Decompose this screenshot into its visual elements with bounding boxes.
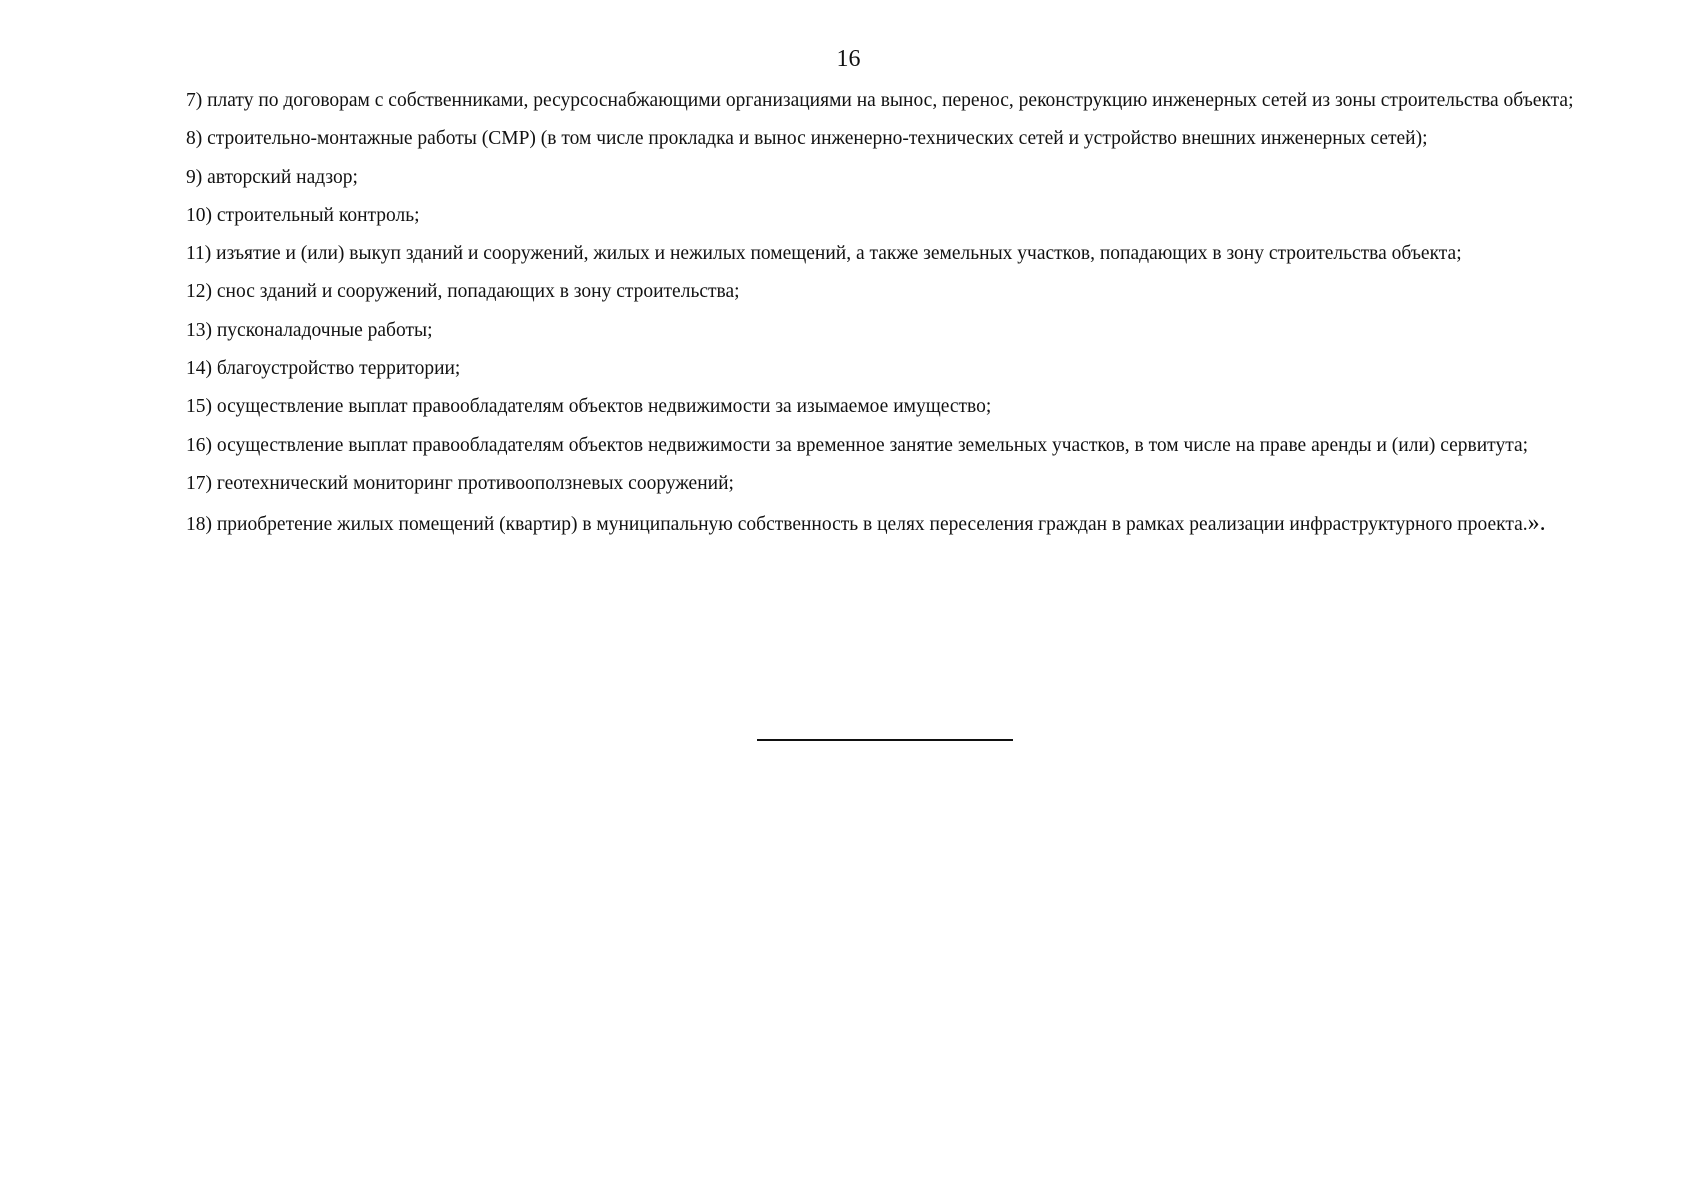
list-item-16: 16) осуществление выплат правообладателям объектов недвижимости за временное занятие земельных участков, в том числе на праве аренды и (или) сервитута;	[186, 434, 1529, 456]
list-item-11: 11) изъятие и (или) выкуп зданий и сооружений, жилых и нежилых помещений, а также земельных участков, попадающих в зону строительства объекта;	[186, 243, 1462, 265]
list-item-7: 7) плату по договорам с собственниками, ресурсоснабжающими организациями на вынос, перенос, реконструкцию инженерных сетей из зоны строительства объекта;	[186, 90, 1574, 111]
closing-quote: ».	[1527, 510, 1546, 537]
list-item-17: 17) геотехнический мониторинг противооползневых сооружений;	[186, 472, 734, 494]
page-number: 16	[836, 46, 861, 72]
list-item-14: 14) благоустройство территории;	[186, 358, 461, 380]
list-item-9: 9) авторский надзор;	[186, 166, 358, 188]
list-item-18	[115, 503, 1585, 545]
document-body	[115, 82, 1585, 545]
end-of-document-rule	[757, 739, 1013, 741]
list-item-18-text: 18) приобретение жилых помещений (квартир) в муниципальную собственность в целях переселения граждан в рамках реализации инфраструктурного проекта.	[186, 514, 1528, 536]
list-item-13: 13) пусконаладочные работы;	[186, 319, 433, 341]
list-item-12: 12) снос зданий и сооружений, попадающих в зону строительства;	[186, 281, 740, 303]
list-item-15: 15) осуществление выплат правообладателям объектов недвижимости за изымаемое имущество;	[186, 396, 992, 418]
list-item-10: 10) строительный контроль;	[186, 204, 420, 226]
list-item-8: 8) строительно-монтажные работы (СМР) (в том числе прокладка и вынос инженерно-технических сетей и устройство внешних инженерных сетей);	[186, 128, 1428, 150]
